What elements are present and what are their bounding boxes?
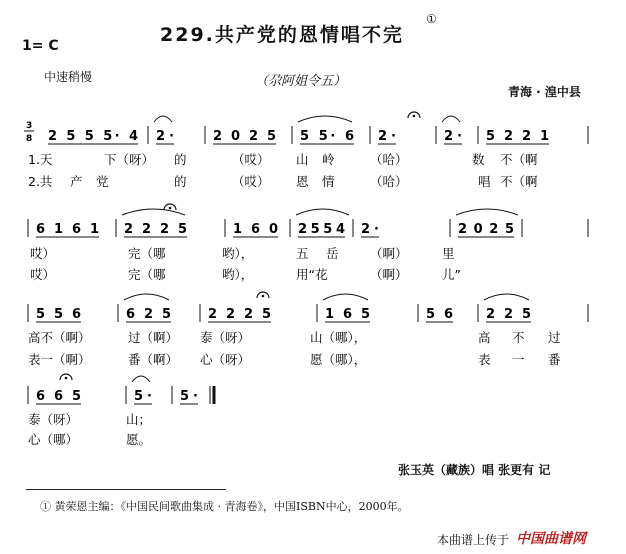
lyric-verse-2: 心（哪） (28, 432, 79, 447)
site-logo: 中国曲谱网 (516, 531, 586, 547)
slur-arc (124, 294, 169, 300)
lyric-verse-2: 唱 (478, 174, 491, 189)
measure-notes: 2 2 5 (486, 307, 531, 322)
footnote-rule (26, 489, 226, 490)
lyrics-system-2 (30, 246, 461, 282)
lyrics-system-4 (28, 412, 151, 447)
lyric-verse-2: 儿” (442, 267, 461, 282)
measure-notes: 5· (134, 389, 152, 404)
measure-notes: 6 2 5 (126, 307, 171, 322)
measure-notes: 6 1 6 1 (36, 222, 99, 237)
slur-arc (323, 294, 368, 300)
fermata-dot (413, 115, 416, 118)
footnote-marker: ① (426, 12, 437, 26)
lyric-verse-1: （哈） (370, 152, 408, 167)
lyric-verse-1: 完（哪 (128, 246, 166, 261)
lyric-verse-2: 番（啊） (128, 352, 179, 367)
lyric-verse-1: 不 (512, 330, 525, 345)
slur-arc (298, 116, 352, 122)
lyric-verse-1: 泰（呀） (200, 330, 251, 345)
region-label: 青海 · 湟中县 (508, 85, 581, 99)
lyric-verse-2: 产 (70, 174, 83, 189)
lyric-verse-1: 数 (472, 152, 485, 167)
lyric-verse-2: 一 (512, 352, 525, 367)
tempo-marking: 中速稍慢 (44, 70, 93, 84)
measure-notes: 1 6 5 (325, 307, 370, 322)
lyric-verse-1: 高不（啊） (28, 330, 91, 345)
time-signature (24, 121, 34, 144)
lyric-verse-2: 表一（啊） (28, 352, 91, 367)
lyric-verse-1: 高 (478, 330, 491, 345)
lyric-verse-1: 里 (442, 246, 455, 261)
lyric-verse-2: （啊） (370, 267, 408, 282)
lyric-verse-2: 愿（哪）， (310, 352, 367, 367)
lyric-verse-1: 1.天 (28, 152, 53, 167)
measure-notes: 5 2 2 1 (486, 129, 549, 144)
lyric-verse-1: 过 (548, 330, 561, 345)
measure-notes: 2 0 2 5 (458, 222, 514, 237)
score-system-4 (28, 386, 214, 404)
slur-arc (484, 294, 529, 300)
score-system-3 (28, 304, 588, 322)
time-signature-bottom: 8 (26, 134, 33, 144)
measure-notes: 2 5 5 4 (298, 222, 345, 237)
lyric-verse-1: 五 (296, 246, 309, 261)
fermata-dot (65, 377, 68, 380)
lyric-verse-2: 的 (174, 174, 187, 189)
lyric-verse-2: 不（啊 (500, 174, 538, 189)
song-title: 229.共产党的恩情唱不完 (160, 24, 404, 46)
measure-notes: 5 5· 6 (300, 129, 354, 144)
lyric-verse-1: 山 (296, 152, 309, 167)
measure-notes: 2 2 2 5 (124, 222, 187, 237)
measure-notes: 6 6 5 (36, 389, 81, 404)
lyric-verse-1: 岭 (322, 152, 335, 167)
measure-notes: 2· (361, 222, 379, 237)
lyrics-system-3 (28, 330, 561, 367)
lyric-verse-1: 不（啊 (500, 152, 538, 167)
lyric-verse-1: 哎） (30, 246, 56, 261)
lyric-verse-2: 恩 (296, 174, 309, 189)
lyric-verse-1: 山； (126, 412, 152, 427)
lyric-verse-2: 完（哪 (128, 267, 166, 282)
lyric-verse-2: 心（呀） (200, 352, 251, 367)
lyric-verse-1: 泰（呀） (28, 412, 79, 427)
lyric-verse-1: （哎） (232, 152, 270, 167)
measure-notes: 1 6 0 (233, 222, 278, 237)
slur-arc (456, 209, 518, 215)
measure-notes: 5 5 6 (36, 307, 81, 322)
lyric-verse-2: 哟）， (222, 267, 254, 282)
measure-notes: 2· (378, 129, 396, 144)
lyric-verse-1: （啊） (370, 246, 408, 261)
credit-line: 张玉英（藏族）唱 张更有 记 (398, 463, 551, 477)
measure-notes: 2 0 2 5 (213, 129, 276, 144)
lyric-verse-1: 的 (174, 152, 187, 167)
lyric-verse-2: 表 (478, 352, 491, 367)
lyric-verse-1: 岳 (326, 246, 339, 261)
lyric-verse-2: 2.共 (28, 174, 53, 189)
slur-arc (154, 116, 172, 122)
lyric-verse-2: 情 (322, 174, 335, 189)
measure-notes: 2 2 2 5 (208, 307, 271, 322)
fermata-dot (262, 295, 265, 298)
tune-name: （尕阿姐令五） (255, 74, 347, 89)
measure-notes: 5 6 (426, 307, 453, 322)
lyric-verse-1: 山（哪）， (310, 330, 367, 345)
score-system-1 (48, 126, 588, 144)
time-signature-top: 3 (26, 121, 33, 131)
measure-notes: 2 5 5 5· 4 (48, 129, 138, 144)
lyrics-system-1 (28, 152, 538, 189)
lyric-verse-2: （哈） (370, 174, 408, 189)
lyric-verse-2: （哎） (232, 174, 270, 189)
slur-arc (132, 376, 150, 382)
measure-notes: 5· (180, 389, 198, 404)
measure-notes: 2· (444, 129, 462, 144)
score-system-2 (28, 219, 588, 237)
lyric-verse-1: 哟）， (222, 246, 254, 261)
lyric-verse-2: 愿。 (126, 432, 152, 447)
key-signature: 1= C (22, 38, 59, 54)
upload-note: 本曲谱上传于 (437, 533, 510, 547)
slur-arc (296, 209, 349, 215)
lyric-verse-1: 过（啊） (128, 330, 179, 345)
lyric-verse-2: 番 (548, 352, 561, 367)
lyric-verse-2: 用“花 (296, 267, 328, 282)
fermata-dot (169, 207, 172, 210)
footnote-text: ① 黄荣恩主编：《中国民间歌曲集成 · 青海卷》，中国ISBN中心，2000年。 (40, 500, 409, 513)
slur-arc (442, 116, 460, 122)
lyric-verse-1: 下（呀） (104, 152, 155, 167)
lyric-verse-2: 党 (96, 174, 109, 189)
measure-notes: 2· (156, 129, 174, 144)
lyric-verse-2: 哎） (30, 267, 56, 282)
